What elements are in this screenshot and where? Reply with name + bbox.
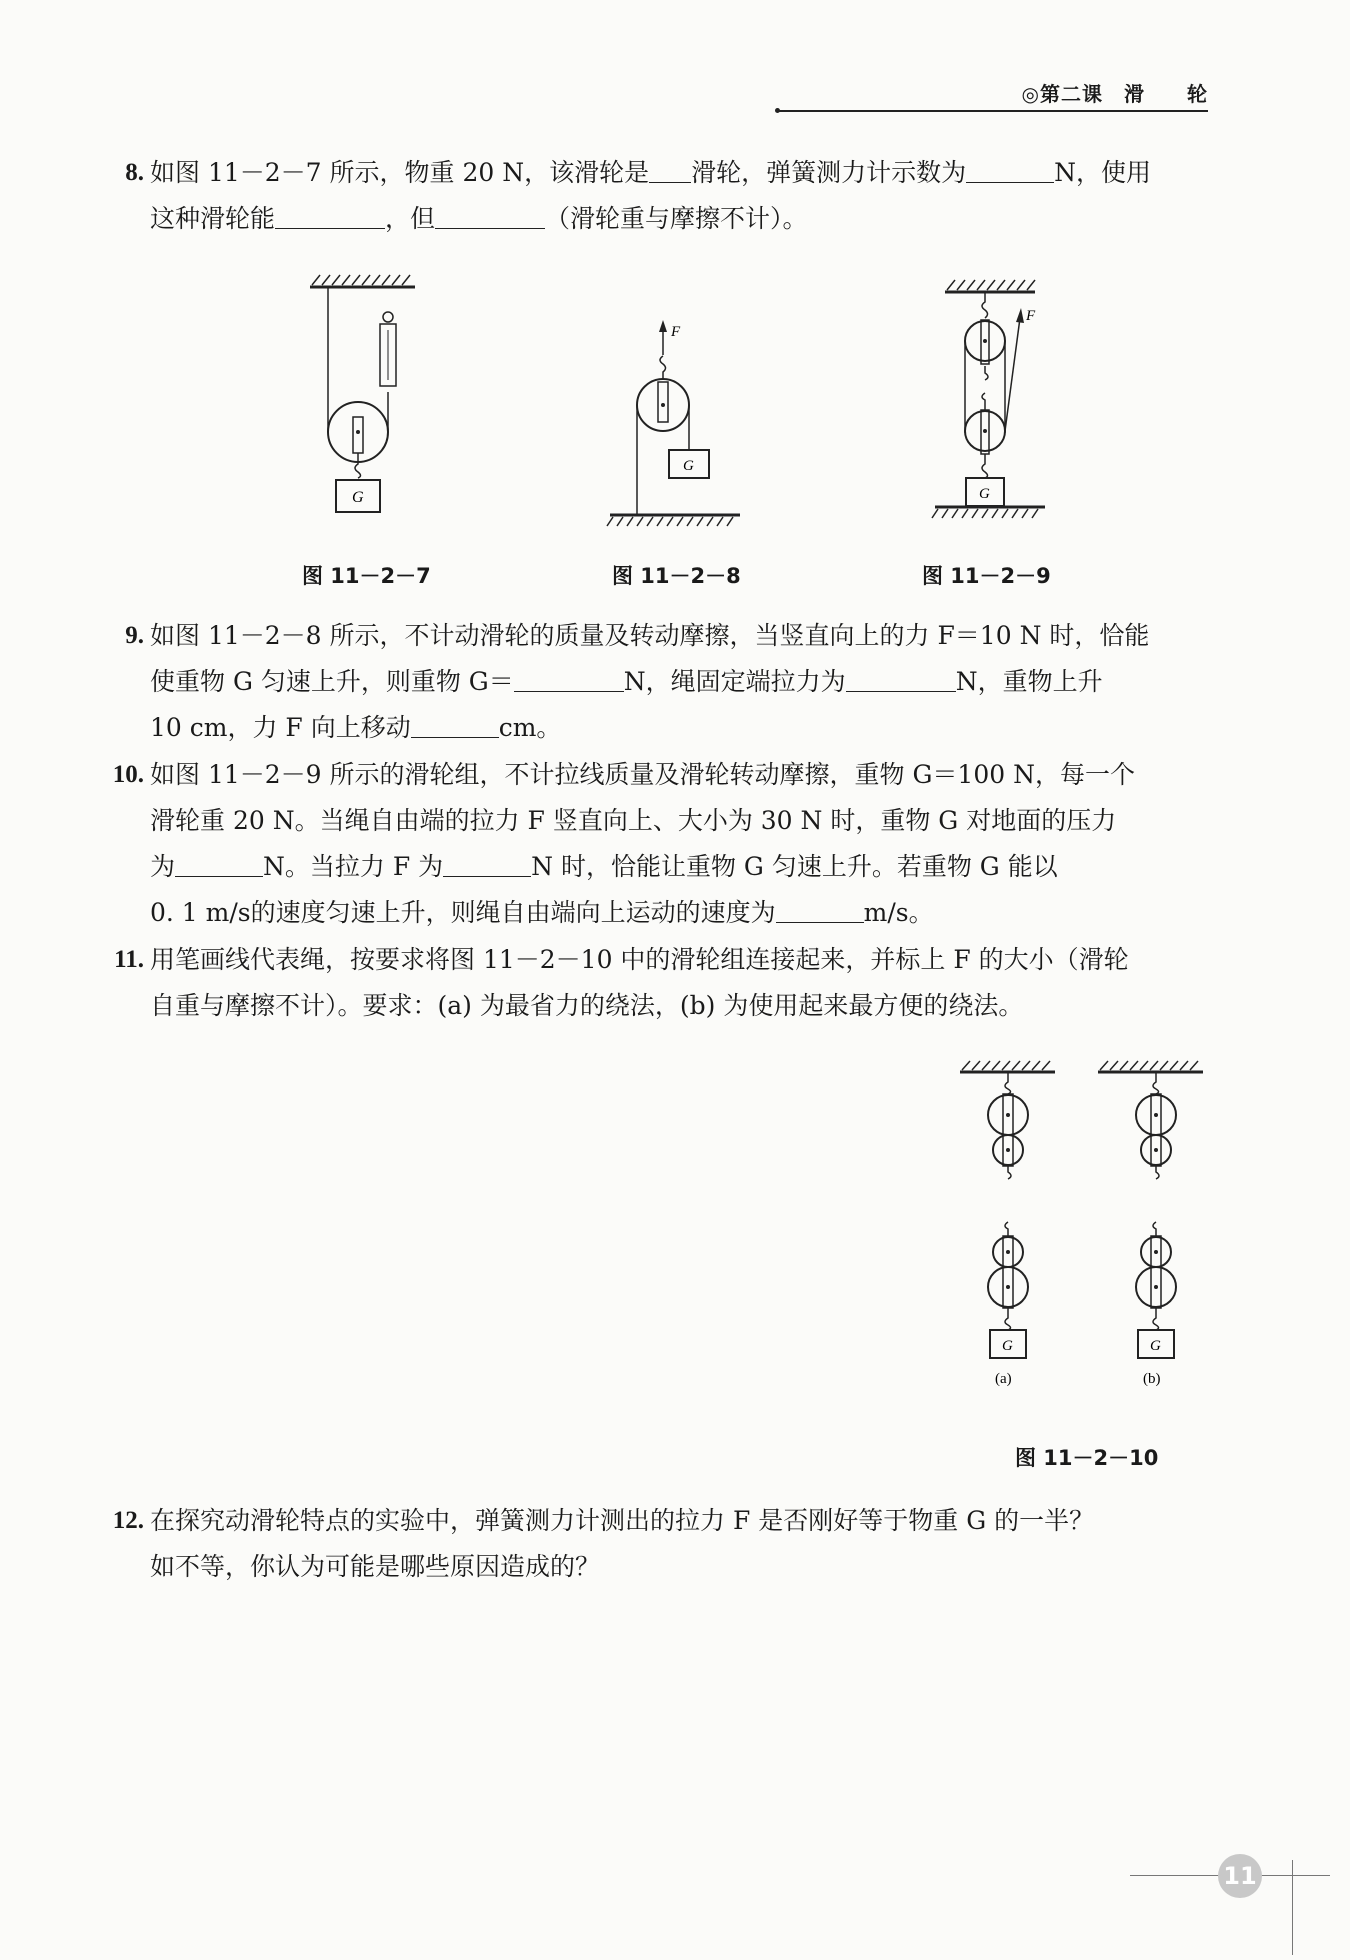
svg-text:G: G <box>979 486 990 502</box>
page-number: 11 <box>1218 1854 1262 1898</box>
question-number: 9. <box>125 622 144 649</box>
question-line <box>150 1498 1210 1544</box>
figure-caption: 图 11－2－8 <box>612 564 741 588</box>
question-number: 12. <box>112 1507 144 1534</box>
question-line <box>150 752 1210 798</box>
question-text: 滑轮重 20 N。当绳自由端的拉力 F 竖直向上、大小为 30 N 时，重物 G 对地面的压力 <box>150 806 1117 835</box>
question-text: 使重物 G 匀速上升，则重物 G＝ <box>150 667 514 696</box>
svg-text:G: G <box>1002 1338 1013 1354</box>
figure-11-2-8 <box>605 320 745 535</box>
question-text: （滑轮重与摩擦不计）。 <box>545 204 808 233</box>
answer-blank[interactable] <box>649 158 691 183</box>
question-line <box>150 705 1210 751</box>
question-11 <box>114 937 1210 1029</box>
fixed-pulley-diagram <box>300 272 430 542</box>
question-text: 0. 1 m/s的速度匀速上升，则绳自由端向上运动的速度为 <box>150 898 776 927</box>
question-text: 为 <box>150 852 176 881</box>
question-line <box>150 890 1210 936</box>
svg-text:F: F <box>1026 308 1036 324</box>
question-text: N，使用 <box>1054 158 1152 187</box>
question-number: 10. <box>112 761 144 788</box>
question-text: 如图 11－2－7 所示，物重 20 N，该滑轮是 <box>150 158 650 187</box>
pulley-group-a <box>960 1061 1055 1387</box>
figure-caption: 图 11－2－10 <box>1015 1446 1159 1470</box>
header-rule <box>778 110 1208 112</box>
question-text: 用笔画线代表绳，按要求将图 11－2－10 中的滑轮组连接起来，并标上 F 的大小（滑轮 <box>150 945 1129 974</box>
running-header: ◎第二课 滑 轮 <box>1021 82 1208 106</box>
answer-blank[interactable] <box>443 852 531 877</box>
question-line <box>150 613 1210 659</box>
figure-caption: 图 11－2－9 <box>922 564 1051 588</box>
question-8 <box>125 150 1210 242</box>
answer-blank[interactable] <box>275 204 385 229</box>
question-line <box>150 196 1210 242</box>
footer-rule-vertical <box>1292 1860 1293 1955</box>
question-text: 如不等，你认为可能是哪些原因造成的？ <box>150 1552 601 1581</box>
question-number: 11. <box>114 946 144 973</box>
question-text: 如图 11－2－8 所示，不计动滑轮的质量及转动摩擦，当竖直向上的力 F＝10 N 时，恰能 <box>150 621 1150 650</box>
weight-label: G <box>352 489 364 506</box>
answer-blank[interactable] <box>966 158 1054 183</box>
question-text: 在探究动滑轮特点的实验中，弹簧测力计测出的拉力 F 是否刚好等于物重 G 的一半？ <box>150 1506 1095 1535</box>
subfigure-label: (b) <box>1143 1371 1161 1387</box>
question-9 <box>125 613 1210 751</box>
figure-11-2-7 <box>300 272 430 542</box>
question-text: 自重与摩擦不计）。要求：(a) 为最省力的绕法，(b) 为使用起来最方便的绕法。 <box>150 991 1024 1020</box>
question-text: N。当拉力 F 为 <box>263 852 444 881</box>
answer-blank[interactable] <box>846 667 956 692</box>
pulley-groups-diagram <box>950 1060 1220 1430</box>
question-text: ，但 <box>385 204 436 233</box>
question-line <box>150 844 1210 890</box>
pulley-group-b <box>1098 1061 1203 1387</box>
answer-blank[interactable] <box>435 204 545 229</box>
question-line <box>150 1544 1210 1590</box>
question-text: 10 cm，力 F 向上移动 <box>150 713 411 742</box>
question-text: m/s。 <box>863 898 934 927</box>
question-line <box>150 150 1210 196</box>
svg-text:G: G <box>1150 1338 1161 1354</box>
question-12 <box>112 1498 1210 1590</box>
question-text: N，绳固定端拉力为 <box>623 667 846 696</box>
question-line <box>150 798 1210 844</box>
question-text: 这种滑轮能 <box>150 204 276 233</box>
answer-blank[interactable] <box>175 852 263 877</box>
question-line <box>150 983 1210 1029</box>
answer-blank[interactable] <box>411 713 499 738</box>
question-text: N 时，恰能让重物 G 匀速上升。若重物 G 能以 <box>531 852 1058 881</box>
question-text: cm。 <box>498 713 562 742</box>
pulley-system-diagram <box>930 278 1070 528</box>
figure-11-2-9 <box>930 278 1070 528</box>
subfigure-label: (a) <box>995 1371 1012 1387</box>
figure-11-2-10 <box>950 1060 1220 1430</box>
question-text: N，重物上升 <box>955 667 1103 696</box>
question-number: 8. <box>125 159 144 186</box>
question-text: 滑轮，弹簧测力计示数为 <box>691 158 967 187</box>
answer-blank[interactable] <box>776 898 864 923</box>
answer-blank[interactable] <box>514 667 624 692</box>
figure-caption: 图 11－2－7 <box>302 564 431 588</box>
question-10 <box>112 752 1210 936</box>
force-label: F <box>671 324 681 340</box>
question-text: 如图 11－2－9 所示的滑轮组，不计拉线质量及滑轮转动摩擦，重物 G＝100 N，每一个 <box>150 760 1135 789</box>
svg-text:G: G <box>683 458 694 474</box>
question-line <box>150 937 1210 983</box>
movable-pulley-diagram <box>605 320 745 535</box>
question-line <box>150 659 1210 705</box>
